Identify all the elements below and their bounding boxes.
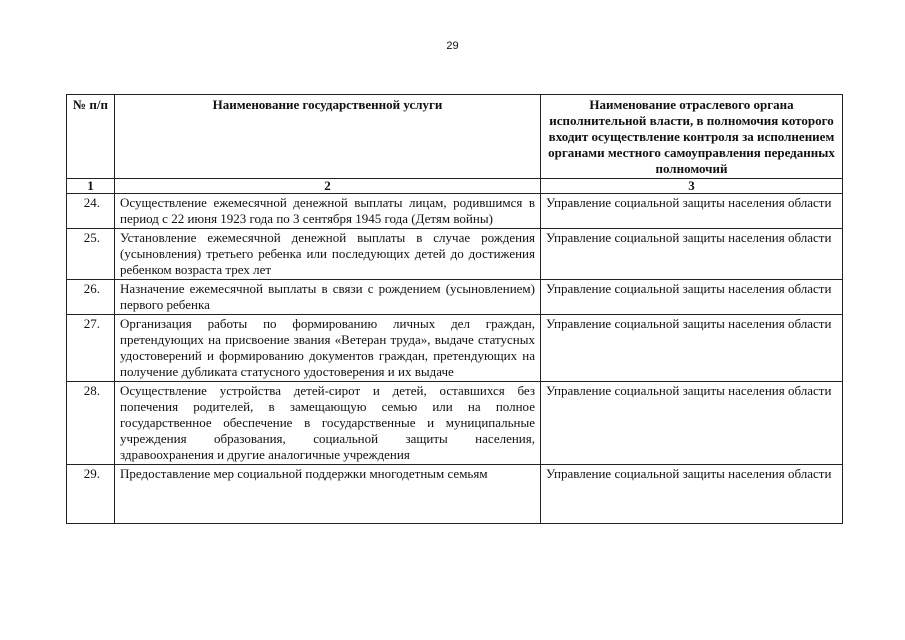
row-number: 26. [67, 280, 115, 315]
table-row [67, 315, 843, 382]
table-row [67, 382, 843, 465]
column-index-row [67, 179, 843, 194]
table-row [67, 194, 843, 229]
header-service-name: Наименование государственной услуги [115, 95, 541, 179]
service-name: Организация работы по формированию личных дел граждан, претендующих на присвоение звания «Ветеран труда», выдаче статусных удостоверений и формированию документов граждан, претендующих на получение дубликата статусного удостоверения и их выдаче [115, 315, 541, 382]
column-index-1: 1 [67, 179, 115, 194]
row-number: 25. [67, 229, 115, 280]
service-name: Предоставление мер социальной поддержки многодетным семьям [115, 465, 541, 524]
authority-name: Управление социальной защиты населения области [541, 465, 843, 524]
table-row [67, 280, 843, 315]
row-number: 27. [67, 315, 115, 382]
row-number: 29. [67, 465, 115, 524]
service-name: Осуществление ежемесячной денежной выплаты лицам, родившимся в период с 22 июня 1923 года по 3 сентября 1945 года (Детям войны) [115, 194, 541, 229]
authority-name: Управление социальной защиты населения области [541, 280, 843, 315]
table-row [67, 229, 843, 280]
column-index-3: 3 [541, 179, 843, 194]
table-row [67, 465, 843, 524]
service-name: Осуществление устройства детей-сирот и детей, оставшихся без попечения родителей, в замещающую семью или на полное государственное обеспечение в государственные и муниципальные учреждения образования, социальной защиты населения, здравоохранения и другие аналогичные учреждения [115, 382, 541, 465]
authority-name: Управление социальной защиты населения области [541, 315, 843, 382]
page-number: 29 [446, 40, 459, 52]
row-number: 24. [67, 194, 115, 229]
authority-name: Управление социальной защиты населения области [541, 229, 843, 280]
table-header-row [67, 95, 843, 179]
services-table [66, 94, 843, 524]
row-number: 28. [67, 382, 115, 465]
header-number: № п/п [67, 95, 115, 179]
service-name: Установление ежемесячной денежной выплаты в случае рождения (усыновления) третьего ребенка или последующих детей до достижения ребенком возраста трех лет [115, 229, 541, 280]
authority-name: Управление социальной защиты населения области [541, 382, 843, 465]
column-index-2: 2 [115, 179, 541, 194]
authority-name: Управление социальной защиты населения области [541, 194, 843, 229]
header-authority: Наименование отраслевого органа исполнительной власти, в полномочия которого входит осуществление контроля за исполнением органами местного самоуправления переданных полномочий [541, 95, 843, 179]
service-name: Назначение ежемесячной выплаты в связи с рождением (усыновлением) первого ребенка [115, 280, 541, 315]
